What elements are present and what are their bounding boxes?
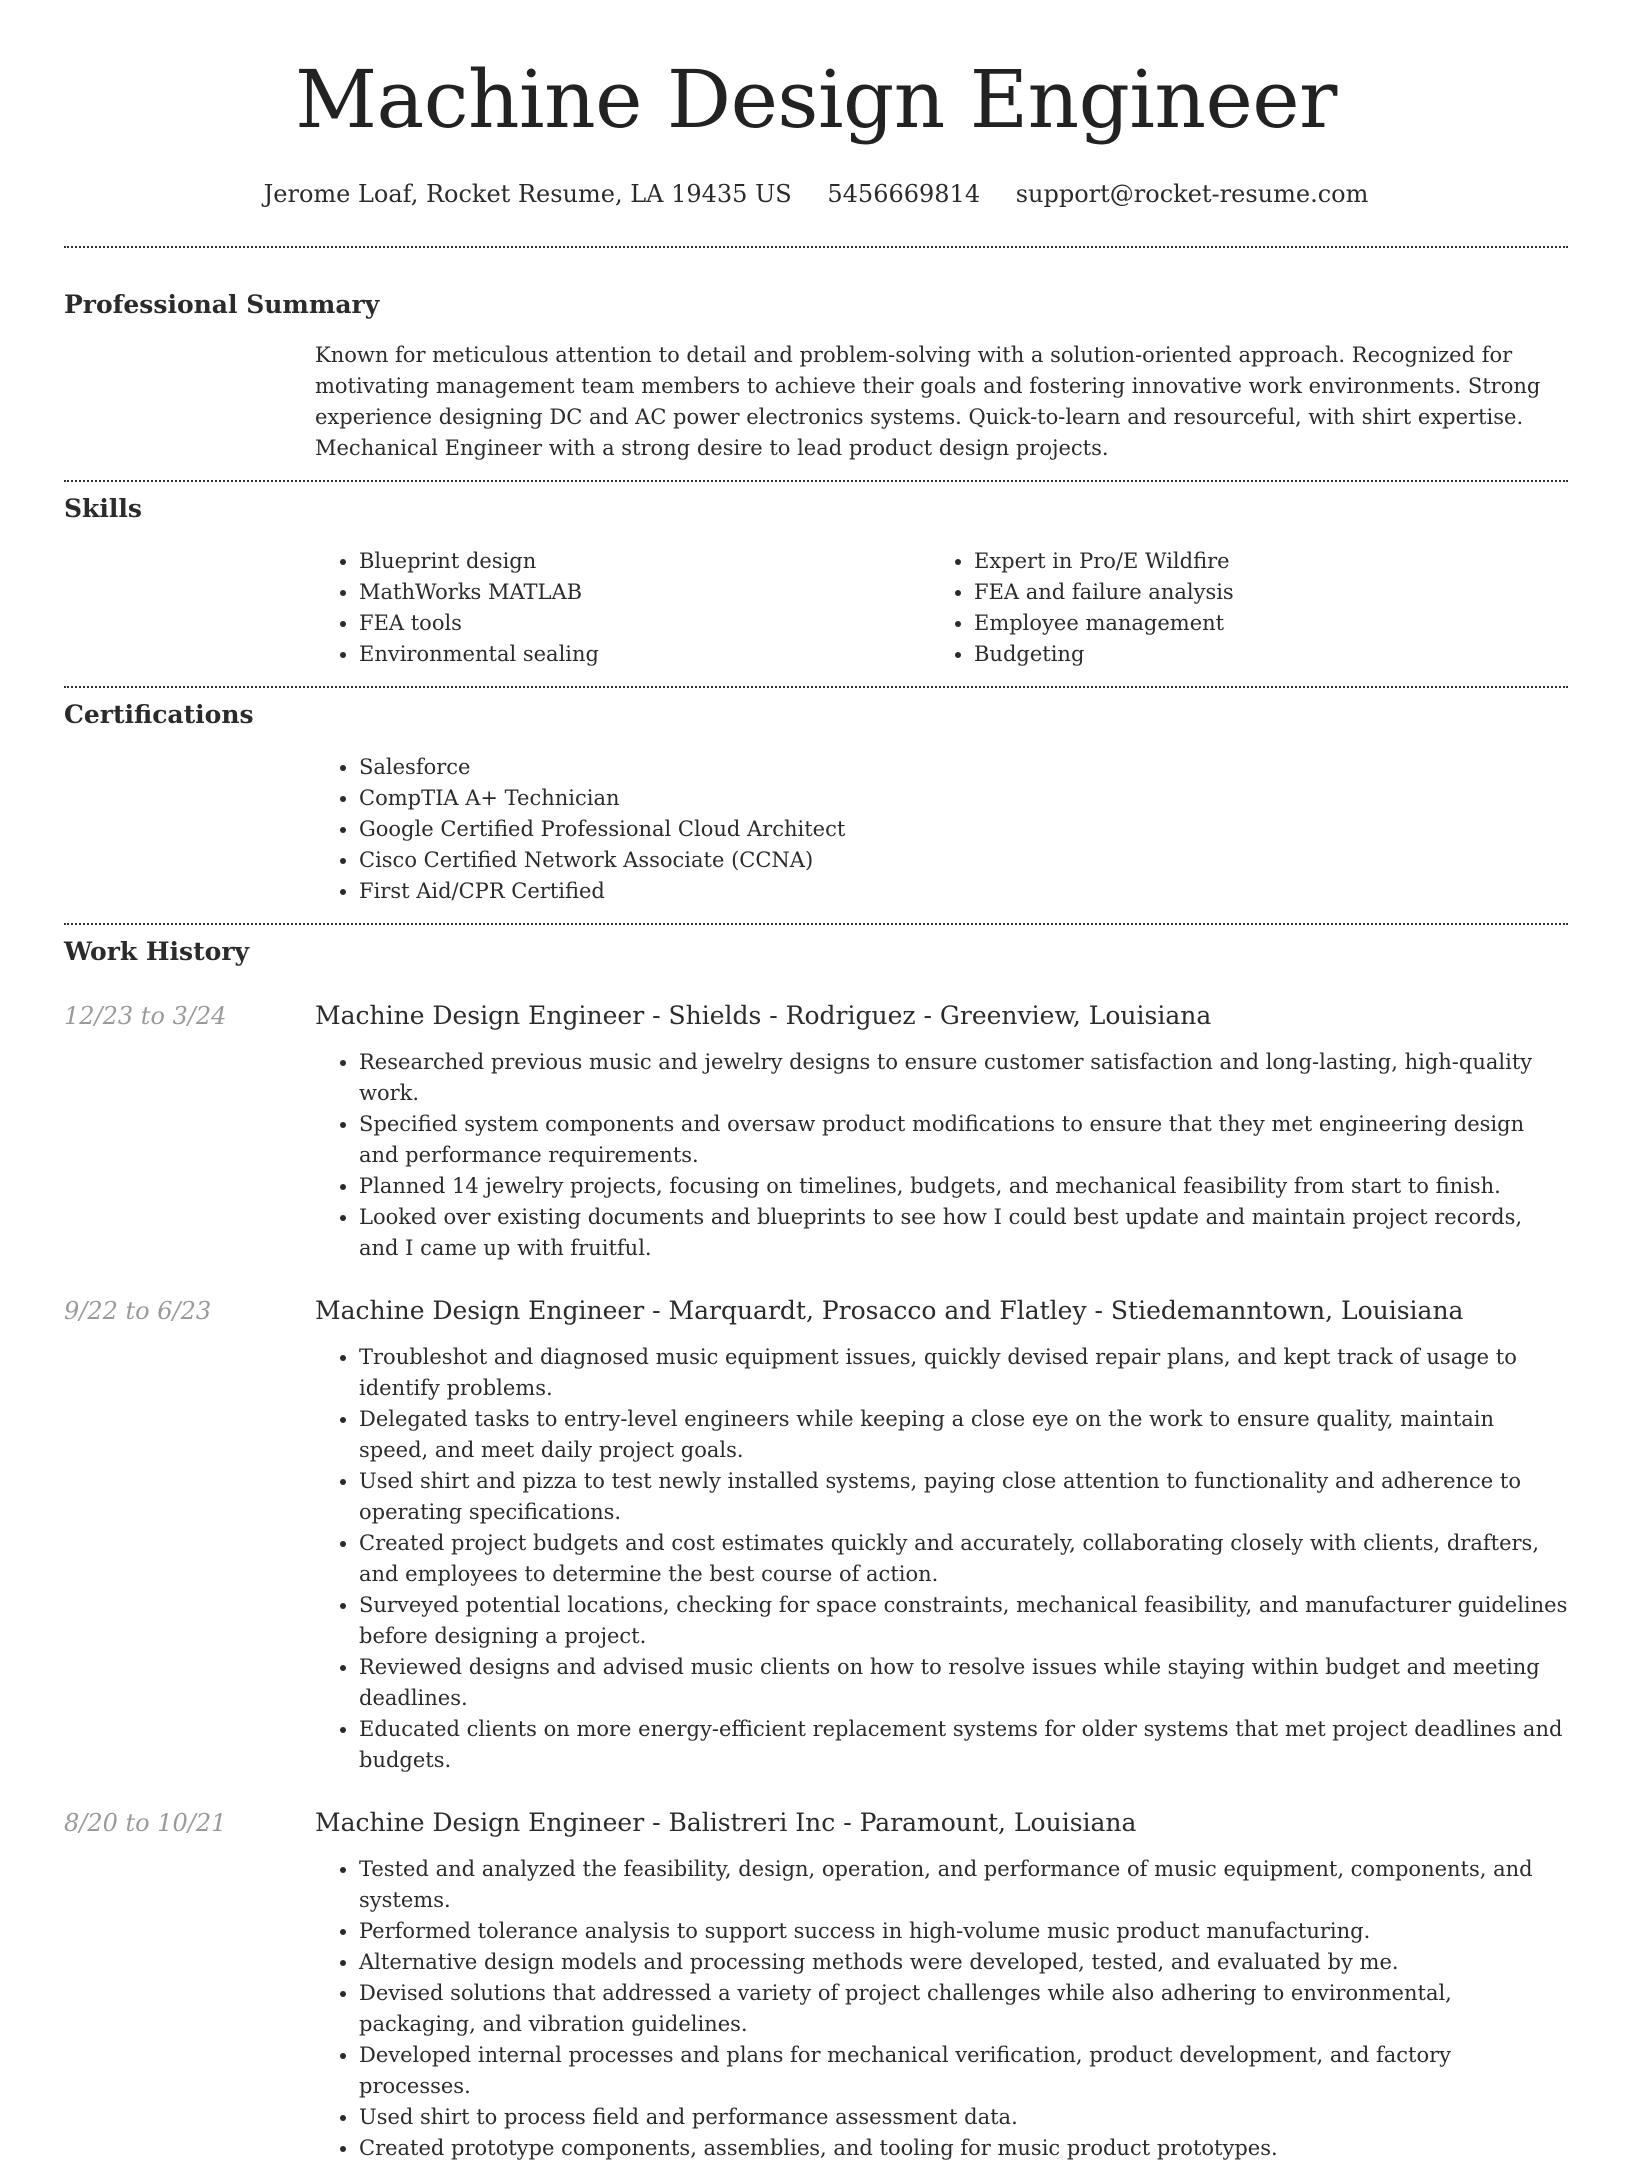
job-bullets xyxy=(315,1342,1568,1776)
work-history-section xyxy=(64,925,1568,2164)
skill-item: • Blueprint design xyxy=(359,546,930,577)
job-bullet: • Developed internal processes and plans for mechanical verification, product development, and factory processes. xyxy=(359,2040,1568,2102)
section-title: Professional Summary xyxy=(64,290,380,319)
job-bullet: • Used shirt to process field and performance assessment data. xyxy=(359,2102,1568,2133)
job-bullet: • Devised solutions that addressed a variety of project challenges while also adhering to environmental, packaging, and vibration guidelines. xyxy=(359,1978,1568,2040)
section-title: Certifications xyxy=(64,700,254,729)
job-dates: 12/23 to 3/24 xyxy=(64,1002,227,1030)
certification-item: • Google Certified Professional Cloud Architect xyxy=(359,814,1568,845)
job-bullets xyxy=(315,1854,1568,2164)
job-bullet: • Reviewed designs and advised music clients on how to resolve issues while staying within budget and meeting deadlines. xyxy=(359,1652,1568,1714)
skill-item: • MathWorks MATLAB xyxy=(359,577,930,608)
job-entry xyxy=(64,1294,1568,1776)
skills-column-right xyxy=(930,546,1545,670)
skills-section xyxy=(64,482,1568,686)
job-bullet: • Delegated tasks to entry-level engineers while keeping a close eye on the work to ensure quality, maintain speed, and meet daily project goals. xyxy=(359,1404,1568,1466)
job-bullet: • Planned 14 jewelry projects, focusing on timelines, budgets, and mechanical feasibility from start to finish. xyxy=(359,1171,1568,1202)
certification-item: • CompTIA A+ Technician xyxy=(359,783,1568,814)
summary-text: Known for meticulous attention to detail and problem-solving with a solution-oriented approach. Recognized for motivating management team members to achieve their goals and fostering innovative work environments. Strong experience designing DC and AC power electronics systems. Quick-to-learn and resourceful, with shirt expertise. Mechanical Engineer with a strong desire to lead product design projects. xyxy=(315,343,1541,460)
job-entry xyxy=(64,1806,1568,2164)
contact-phone: 5456669814 xyxy=(827,180,981,208)
section-title: Skills xyxy=(64,494,142,523)
job-entry xyxy=(64,999,1568,1264)
certifications-content xyxy=(315,752,1568,923)
skill-item: • Environmental sealing xyxy=(359,639,930,670)
contact-address: Jerome Loaf, Rocket Resume, LA 19435 US xyxy=(263,180,792,208)
skills-list xyxy=(315,546,930,670)
job-bullet: • Performed tolerance analysis to support success in high-volume music product manufacturing. xyxy=(359,1916,1568,1947)
certifications-section xyxy=(64,688,1568,923)
skills-column-left xyxy=(315,546,930,670)
skill-item: • Employee management xyxy=(974,608,1545,639)
summary-section xyxy=(64,248,1568,480)
certification-item: • First Aid/CPR Certified xyxy=(359,876,1568,907)
job-bullet: • Looked over existing documents and blueprints to see how I could best update and maintain project records, and I came up with fruitful. xyxy=(359,1202,1568,1264)
job-heading: Machine Design Engineer - Shields - Rodriguez - Greenview, Louisiana xyxy=(315,1001,1212,1030)
contact-email: support@rocket-resume.com xyxy=(1015,180,1369,208)
job-bullet: • Surveyed potential locations, checking for space constraints, mechanical feasibility, and manufacturer guidelines before designing a project. xyxy=(359,1590,1568,1652)
job-bullet: • Educated clients on more energy-efficient replacement systems for older systems that met project deadlines and budgets. xyxy=(359,1714,1568,1776)
skill-item: • Expert in Pro/E Wildfire xyxy=(974,546,1545,577)
job-bullet: • Specified system components and oversaw product modifications to ensure that they met engineering design and performance requirements. xyxy=(359,1109,1568,1171)
job-bullet: • Alternative design models and processing methods were developed, tested, and evaluated by me. xyxy=(359,1947,1568,1978)
skills-list xyxy=(930,546,1545,670)
job-bullet: • Researched previous music and jewelry designs to ensure customer satisfaction and long-lasting, high-quality work. xyxy=(359,1047,1568,1109)
skill-item: • FEA and failure analysis xyxy=(974,577,1545,608)
job-bullets xyxy=(315,1047,1568,1264)
skills-grid xyxy=(315,546,1568,686)
job-heading: Machine Design Engineer - Marquardt, Prosacco and Flatley - Stiedemanntown, Louisiana xyxy=(315,1296,1464,1325)
job-bullet: • Created prototype components, assemblies, and tooling for music product prototypes. xyxy=(359,2133,1568,2164)
certification-item: • Salesforce xyxy=(359,752,1568,783)
job-bullet: • Created project budgets and cost estimates quickly and accurately, collaborating closely with clients, drafters, and employees to determine the best course of action. xyxy=(359,1528,1568,1590)
skill-item: • FEA tools xyxy=(359,608,930,639)
contact-line xyxy=(64,178,1568,210)
job-bullet: • Used shirt and pizza to test newly installed systems, paying close attention to functionality and adherence to operating specifications. xyxy=(359,1466,1568,1528)
job-dates: 8/20 to 10/21 xyxy=(64,1809,227,1837)
job-dates: 9/22 to 6/23 xyxy=(64,1297,212,1325)
skill-item: • Budgeting xyxy=(974,639,1545,670)
certification-item: • Cisco Certified Network Associate (CCNA) xyxy=(359,845,1568,876)
job-heading: Machine Design Engineer - Balistreri Inc - Paramount, Louisiana xyxy=(315,1808,1137,1837)
job-bullet: • Troubleshot and diagnosed music equipment issues, quickly devised repair plans, and kept track of usage to identify problems. xyxy=(359,1342,1568,1404)
section-title: Work History xyxy=(64,937,250,966)
certifications-list xyxy=(315,752,1568,907)
resume-name: Machine Design Engineer xyxy=(295,53,1337,146)
job-bullet: • Tested and analyzed the feasibility, design, operation, and performance of music equipment, components, and systems. xyxy=(359,1854,1568,1916)
